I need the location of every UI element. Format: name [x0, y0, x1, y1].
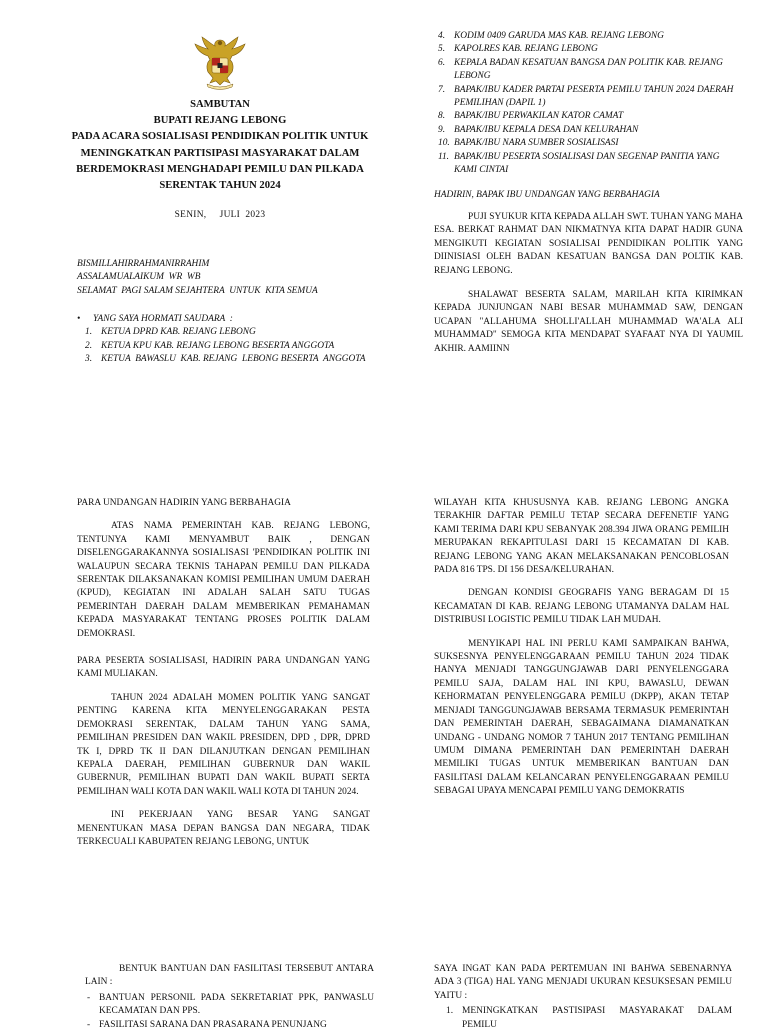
paragraph: BENTUK BANTUAN DAN FASILITASI TERSEBUT ANTARA LAIN :: [85, 964, 374, 988]
hadirin-heading: HADIRIN, BAPAK IBU UNDANGAN YANG BERBAHAGIA: [434, 190, 660, 200]
title-line: BERDEMOKRASI MENGHADAPI PEMILU DAN PILKADA: [76, 163, 364, 175]
paragraph: WILAYAH KITA KHUSUSNYA KAB. REJANG LEBONG ANGKA TERAKHIR DAFTAR PEMILU TETAP SECARA DEFENETIF YANG KAMI TERIMA DARI KPU SEBANYAK 208.394 JIWA ORANG PEMILIH MERUPAKAN REKAPITULASI DARI 15 KECAMATAN DI KAB. REJANG LEBONG YANG AKAN MELAKSANAKAN PENCOBLOSAN PADA 816 TPS. DI 156 DESA/KELURAHAN.: [434, 498, 729, 576]
list-item: 9. BAPAK/IBU KEPALA DESA DAN KELURAHAN: [438, 124, 639, 135]
bottom-left-text: [85, 963, 374, 1032]
list-item: 2. KETUA KPU KAB. REJANG LEBONG BESERTA ANGGOTA: [85, 340, 335, 351]
garuda-emblem-icon: [193, 34, 247, 90]
list-item: - FASILITASI SARANA DAN PRASARANA PENUNJANG: [87, 1019, 327, 1030]
bullet-icon: •: [77, 314, 81, 324]
list-item: 6. KEPALA BADAN KESATUAN BANGSA DAN POLITIK KAB. REJANG LEBONG: [438, 57, 723, 82]
speech-title: [70, 97, 370, 194]
top-right-text: [434, 211, 743, 356]
greeting-line: SELAMAT PAGI SALAM SEJAHTERA UNTUK KITA SEMUA: [77, 285, 318, 296]
list-item: 4. KODIM 0409 GARUDA MAS KAB. REJANG LEBONG: [438, 31, 664, 41]
section-heading: PARA UNDANGAN HADIRIN YANG BERBAHAGIA: [77, 498, 291, 508]
bottom-right-text: [434, 963, 732, 1032]
title-line: MENINGKATKAN PARTISIPASI MASYARAKAT DALAM: [80, 147, 360, 159]
paragraph: DENGAN KONDISI GEOGRAFIS YANG BERAGAM DI 15 KECAMATAN DI KAB. REJANG LEBONG UTAMANYA DALAM HAL DISTRIBUSI LOGISTIC PEMILU TIDAK LAH MUDAH.: [434, 588, 729, 626]
speech-date: SENIN, JULI 2023: [174, 210, 266, 220]
section-heading: PARA PESERTA SOSIALISASI, HADIRIN PARA UNDANGAN YANG KAMI MULIAKAN.: [77, 656, 370, 680]
honored-list-continued: [438, 30, 738, 177]
greeting-line: ASSALAMUALAIKUM WR WB: [77, 272, 201, 283]
title-line: BUPATI REJANG LEBONG: [153, 115, 287, 127]
middle-left-text: [77, 497, 370, 849]
paragraph: ATAS NAMA PEMERINTAH KAB. REJANG LEBONG, TENTUNYA KAMI MENYAMBUT BAIK , DENGAN DISELENGGARAKANNYA SOSIALISASI 'PENDIDIKAN POLITIK INI WALAUPUN SECARA TEKNIS TAHAPAN PEMILU DAN PILKADA SERENTAK DILAKSANAKAN KOMISI PEMILIHAN UMUM DAERAH (KPUD), KEGIATAN INI ADALAH SALAH SATU TUGAS PEMERINTAH DAERAH DALAM MEMBERIKAN PEMAHAMAN KEPADA MASYARAKAT TENTANG PROSES POLITIK DALAM DEMOKRASI.: [77, 521, 370, 639]
paragraph: TAHUN 2024 ADALAH MOMEN POLITIK YANG SANGAT PENTING KARENA KITA MENYELENGGARAKAN PESTA DEMOKRASI SERENTAK, DALAM TAHUN YANG SAMA, PEMILIHAN PRESIDEN DAN WAKIL PRESIDEN, DPD , DPR, DPRD TK I, DPRD TK II DAN DILANJUTKAN DENGAN PEMILIHAN KEPALA DAERAH, PEMILIHAN GUBERNUR DAN WAKIL GUBERNUR, PEMILIHAN BUPATI DAN WAKIL BUPATI SERTA PEMILIHAN WALI KOTA DAN WAKIL WALI KOTA DI TAHUN 2024.: [77, 692, 370, 797]
list-item: 7. BAPAK/IBU KADER PARTAI PESERTA PEMILU TAHUN 2024 DAERAH PEMILIHAN (DAPIL 1): [438, 84, 734, 109]
middle-right-text: [434, 497, 729, 799]
honored-heading: • YANG SAYA HORMATI SAUDARA :: [77, 313, 377, 326]
list-item: 3. KETUA BAWASLU KAB. REJANG LEBONG BESERTA ANGGOTA: [85, 354, 366, 365]
paragraph: SAYA INGAT KAN PADA PERTEMUAN INI BAHWA SEBENARNYA ADA 3 (TIGA) HAL YANG MENJADI UKURAN KESUKSESAN PEMILU YAITU :: [434, 964, 732, 1001]
paragraph: MENYIKAPI HAL INI PERLU KAMI SAMPAIKAN BAHWA, SUKSESNYA PENYELENGGARAAN PEMILU TAHUN 2024 TIDAK HANYA MENJADI TANGGUNGJAWAB DARI PENYELENGGARA PEMILU SAJA, DALAM HAL INI KPU, BAWASLU, DEWAN KEHORMATAN PENYELENGGARA PEMILU (DKPP), AKAN TETAP MENJADI TANGGUNGJAWAB BERSAMA TERMASUK PEMERINTAH DAN PEMERINTAH DAERAH, SEBAGAIMANA DIAMANATKAN UNDANG - UNDANG NOMOR 7 TAHUN 2017 TENTANG PEMILIHAN UMUM DIMANA PEMERINTAH DAN PEMERINTAH DAERAH MEMILIKI TUGAS UNTUK MEMBERIKAN BANTUAN DAN FASILITASI DALAM KELANCARAN PENYELENGGARAAN PEMILU SEBAGAI UPAYA MENCAPAI PEMILU YANG DEMOKRATIS: [434, 638, 729, 797]
greeting-block: [77, 258, 377, 298]
paragraph: PUJI SYUKUR KITA KEPADA ALLAH SWT. TUHAN YANG MAHA ESA. BERKAT RAHMAT DAN NIKMATNYA KITA DAPAT HADIR GUNA MENGIKUTI KEGIATAN SOSIALISAI PENDIDIKAN POLITIK YANG DIINISIASI OLEH BADAN KESATUAN BANGSA DAN POLTIK KAB. REJANG LEBONG.: [434, 212, 743, 276]
list-item: 1. MENINGKATKAN PASTISIPASI MASYARAKAT DALAM PEMILU: [446, 1006, 732, 1030]
paragraph: INI PEKERJAAN YANG BESAR YANG SANGAT MENENTUKAN MASA DEPAN BANGSA DAN NEGARA, TIDAK TERKECUALI KABUPATEN REJANG LEBONG, UNTUK: [77, 810, 370, 847]
list-item: 1. KETUA DPRD KAB. REJANG LEBONG: [85, 327, 256, 338]
title-line: SAMBUTAN: [190, 99, 250, 110]
title-line: SERENTAK TAHUN 2024: [159, 180, 281, 192]
paragraph: SHALAWAT BESERTA SALAM, MARILAH KITA KIRIMKAN KEPADA JUNJUNGAN NABI BESAR MUHAMMAD SAW, DENGAN UCAPAN "ALLAHUMA SHOLLI'ALLAH MUHAMMAD WA'ALA ALI MUHAMMAD" SEMOGA KITA MENDAPAT SYAFAAT NYA DI YAUMIL AKHIR. AAMIINN: [434, 290, 743, 354]
list-item: - BANTUAN PERSONIL PADA SEKRETARIAT PPK, PANWASLU KECAMATAN DAN PPS.: [87, 992, 374, 1017]
greeting-line: BISMILLAHIRRAHMANIRRAHIM: [77, 259, 210, 269]
list-item: 8. BAPAK/IBU PERWAKILAN KATOR CAMAT: [438, 111, 624, 122]
title-line: PADA ACARA SOSIALISASI PENDIDIKAN POLITIK UNTUK: [71, 131, 369, 143]
honored-list: [77, 313, 377, 367]
list-item: 11. BAPAK/IBU PESERTA SOSIALISASI DAN SEGENAP PANITIA YANG KAMI CINTAI: [438, 151, 720, 176]
list-item: 5. KAPOLRES KAB. REJANG LEBONG: [438, 44, 598, 55]
list-item: 10. BAPAK/IBU NARA SUMBER SOSIALISASI: [438, 138, 619, 149]
